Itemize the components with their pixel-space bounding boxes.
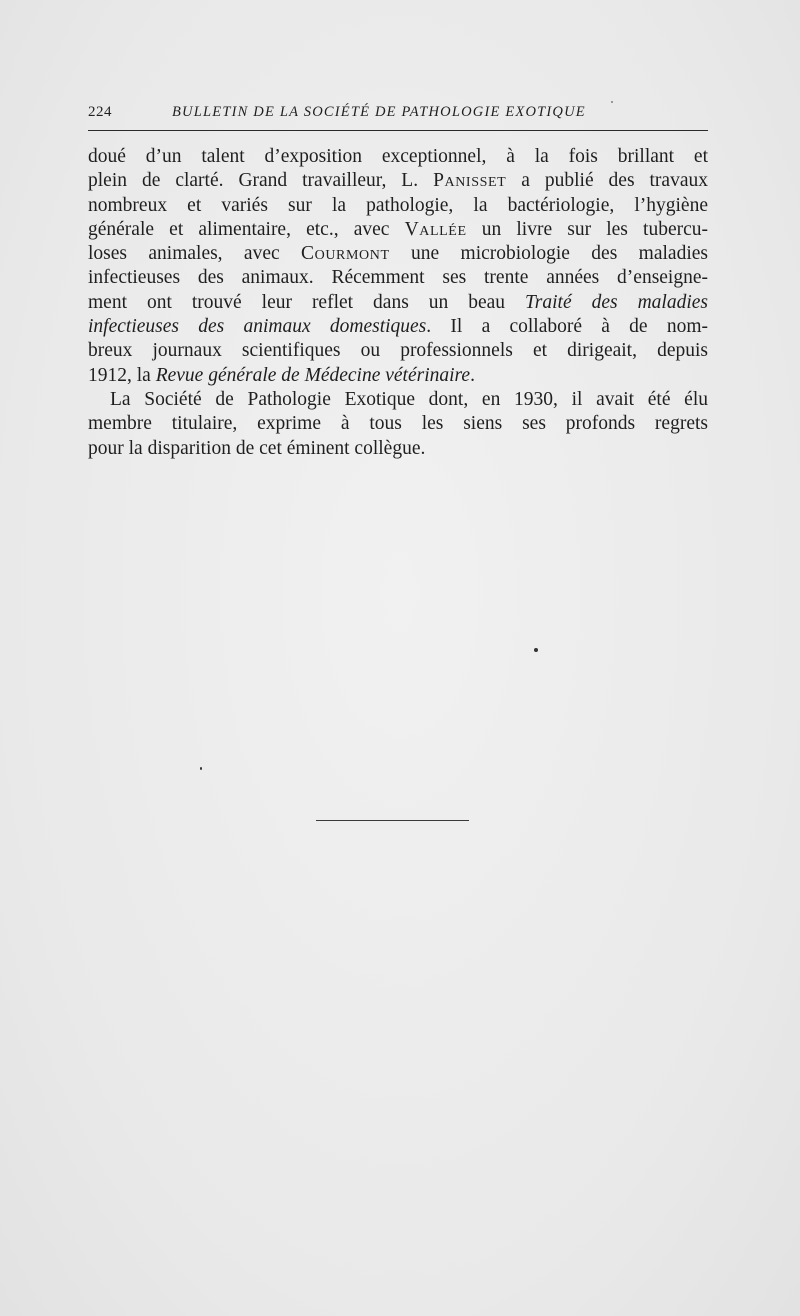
header-rule bbox=[88, 130, 708, 131]
text-line: plein de clarté. Grand travailleur, L. Panisset a publié des travaux bbox=[88, 170, 708, 192]
text-line: membre titulaire, exprime à tous les siens ses profonds regrets bbox=[88, 413, 708, 435]
scan-speck bbox=[534, 648, 538, 652]
author-name-panisset: Panisset bbox=[433, 170, 507, 192]
text-line: pour la disparition de cet éminent collègue. bbox=[88, 437, 426, 459]
obituary-text bbox=[88, 145, 708, 461]
text-line: loses animales, avec Courmont une microbiologie des maladies bbox=[88, 243, 708, 265]
text-line: La Société de Pathologie Exotique dont, en 1930, il avait été élu bbox=[110, 388, 708, 410]
text-line: infectieuses des animaux domestiques. Il a collaboré à de nom- bbox=[88, 316, 708, 338]
scan-speck bbox=[611, 101, 613, 103]
scan-speck bbox=[200, 767, 202, 770]
author-name-vallee: Vallée bbox=[404, 218, 467, 240]
journal-title: Revue générale de Médecine vétérinaire bbox=[155, 364, 471, 386]
text-line: infectieuses des animaux. Récemment ses trente années d’enseigne- bbox=[88, 267, 708, 289]
end-rule bbox=[316, 820, 469, 821]
text-line: ment ont trouvé leur reflet dans un beau Traité des maladies bbox=[88, 291, 708, 313]
text-line: breux journaux scientifiques ou professionnels et dirigeait, depuis bbox=[88, 340, 708, 362]
author-name-courmont: Courmont bbox=[301, 243, 390, 265]
page-header bbox=[88, 104, 708, 128]
running-title: BULLETIN DE LA SOCIÉTÉ DE PATHOLOGIE EXOTIQUE bbox=[172, 104, 586, 120]
text-line: générale et alimentaire, etc., avec Vallée un livre sur les tubercu- bbox=[88, 218, 708, 240]
text-line: nombreux et variés sur la pathologie, la bactériologie, l’hygiène bbox=[88, 194, 708, 216]
book-title: Traité des maladies bbox=[525, 291, 708, 313]
page-number: 224 bbox=[88, 104, 112, 120]
text-line: 1912, la Revue générale de Médecine vétérinaire. bbox=[88, 364, 475, 386]
book-title-continued: infectieuses des animaux domestiques bbox=[88, 316, 427, 338]
text-line: doué d’un talent d’exposition exceptionnel, à la fois brillant et bbox=[88, 146, 708, 167]
